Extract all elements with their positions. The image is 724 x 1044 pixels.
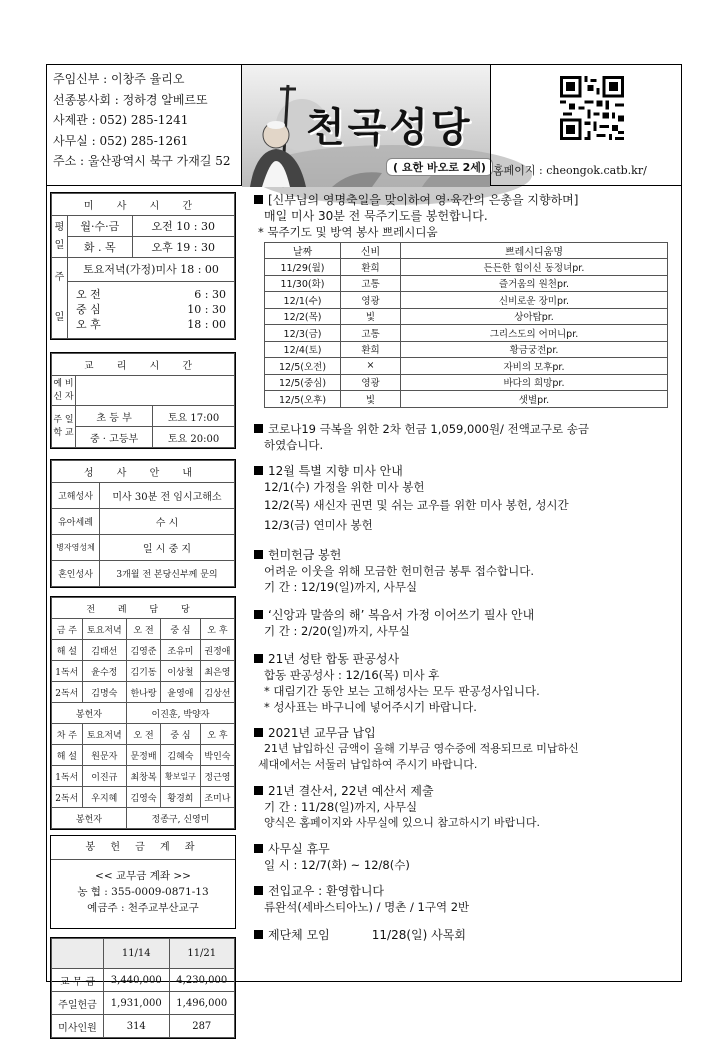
- notice-line: 21년 납입하신 금액이 올해 기부금 영수증에 적용되므로 미납하신: [264, 741, 579, 755]
- table-row: 12/3(금) 고통 그리스도의 어머니pr.: [265, 325, 668, 342]
- bullet-square-icon: [254, 930, 263, 939]
- notice-line: 류완석(세바스티아노) / 명촌 / 1구역 2반: [264, 899, 470, 914]
- duty-col-header: 차 주: [52, 724, 83, 745]
- notice-new-parishioner: [254, 883, 674, 915]
- weekday-label: 평 일: [52, 216, 68, 258]
- sunday-slot: 중 심: [76, 303, 101, 317]
- notice-bible-copy: [254, 607, 674, 639]
- homepage-url[interactable]: 홈페이지 : cheongok.catb.kr/: [493, 164, 647, 177]
- table-row: 봉헌자 정종구, 신영미: [52, 808, 235, 829]
- notice-detail: 11/28(일) 사목회: [371, 927, 466, 942]
- school-time: 토요 20:00: [153, 427, 235, 448]
- notice-title: 전입교우 : 환영합니다: [268, 883, 385, 898]
- bullet-square-icon: [254, 844, 263, 853]
- notice-title: ‘신앙과 말씀의 해’ 복음서 가정 이어쓰기 필사 안내: [268, 607, 535, 622]
- notice-confession: [254, 651, 674, 715]
- sacrament-name: 고해성사: [52, 483, 100, 509]
- account-holder: 예금주 : 천주교부산교구: [87, 902, 199, 914]
- rosary-col-header: 신비: [341, 243, 401, 259]
- notice-line: * 대림기간 동안 보는 고해성사는 모두 판공성사입니다.: [264, 683, 540, 698]
- table-row: 12/1(수) 영광 신비로운 장미pr.: [265, 292, 668, 309]
- notice-line: 기 간 : 11/28(일)까지, 사무실: [264, 799, 418, 814]
- sacrament-name: 혼인성사: [52, 561, 100, 587]
- sunday-school-label: 주 일 학 교: [52, 406, 76, 448]
- notice-december-mass: [254, 463, 674, 535]
- table-row: 미사인원 314 287: [52, 1015, 235, 1038]
- notice-covid: [254, 421, 674, 453]
- table-row: 2독서 우지혜 김영숙 황경희 조미나: [52, 787, 235, 808]
- notice-dues: [254, 725, 674, 773]
- sacrament-value: 일 시 중 지: [100, 535, 235, 561]
- sunday-slot: 오 전: [76, 288, 101, 302]
- sacrament-heading: 성 사 안 내: [52, 461, 235, 483]
- notice-line: 12/3(금) 연미사 봉헌: [264, 517, 373, 532]
- bullet-square-icon: [254, 424, 263, 433]
- school-group: 초 등 부: [76, 406, 153, 427]
- address-line: 주소 : 울산광역시 북구 가재길 52: [53, 154, 231, 168]
- table-row: 11/30(화) 고통 즐거움의 원천pr.: [265, 275, 668, 292]
- table-row: 교 무 금 3,440,000 4,230,000: [52, 969, 235, 992]
- table-row: 1독서 윤수정 김기동 이상철 최은영: [52, 661, 235, 682]
- sunday-slot: 오 후: [76, 318, 101, 332]
- duty-col-header: 토요저녁: [82, 619, 126, 640]
- rosary-table: [264, 242, 668, 408]
- bullet-square-icon: [254, 466, 263, 475]
- office-phone: 사무실 : 052) 285-1261: [53, 133, 189, 148]
- notice-line: * 묵주기도 및 방역 봉사 쁘레시디움: [258, 225, 438, 239]
- account-number: 농 협 : 355-0009-0871-13: [77, 886, 209, 898]
- duty-col-header: 금 주: [52, 619, 83, 640]
- offering-date: 11/14: [104, 939, 170, 969]
- notice-title: 헌미헌금 봉헌: [268, 547, 342, 562]
- bullet-square-icon: [254, 786, 263, 795]
- notice-line: 12/1(수) 가정을 위한 미사 봉헌: [264, 479, 425, 494]
- notice-line: 매일 미사 30분 전 묵주기도를 봉헌합니다.: [264, 209, 488, 223]
- patron-saint: ( 요한 바오로 2세): [386, 158, 493, 176]
- notice-line: 세대에서는 서둘러 납입하여 주시기 바랍니다.: [258, 757, 478, 771]
- bullet-square-icon: [254, 654, 263, 663]
- sacrament-value: 3개월 전 본당신부께 문의: [100, 561, 235, 587]
- bullet-square-icon: [254, 195, 263, 204]
- sunday-label: 주 일: [52, 258, 68, 339]
- notice-line: 합동 판공성사 : 12/16(목) 미사 후: [264, 667, 440, 682]
- qr-code-icon: [560, 76, 624, 140]
- sacrament-value: 수 시: [100, 509, 235, 535]
- notice-rice-offering: [254, 547, 674, 595]
- notice-line: 어려운 이웃을 위해 모금한 헌미헌금 봉투 접수합니다.: [264, 563, 534, 578]
- weekday-time: 오후 19 : 30: [132, 237, 234, 258]
- offering-table-box: [50, 937, 236, 1039]
- mass-times-heading: 미 사 시 간: [52, 194, 235, 216]
- mass-times-box: [50, 192, 236, 340]
- notice-title: 사무실 휴무: [268, 841, 330, 856]
- notice-title: 12월 특별 지향 미사 안내: [268, 463, 403, 478]
- duty-col-header: 오 전: [126, 724, 160, 745]
- bullet-square-icon: [254, 550, 263, 559]
- table-row: 주일헌금 1,931,000 1,496,000: [52, 992, 235, 1015]
- table-row: 11/29(월) 환희 든든한 힘이신 동정녀pr.: [265, 259, 668, 276]
- bullet-square-icon: [254, 610, 263, 619]
- funeral-line: 선종봉사회 : 정하경 알베르또: [53, 92, 208, 107]
- notice-title: [신부님의 영명축일을 맞이하여 영·육간의 은총을 지향하며]: [268, 193, 579, 207]
- table-row: 해 설 원문자 문정배 김혜숙 박인숙: [52, 745, 235, 766]
- notice-line: 하였습니다.: [264, 437, 324, 452]
- catechism-box: [50, 352, 236, 449]
- table-row: 12/5(중심) 영광 바다의 희망pr.: [265, 374, 668, 391]
- notice-title: 2021년 교무금 납입: [268, 725, 376, 740]
- notice-line: * 성사표는 바구니에 넣어주시기 바랍니다.: [264, 699, 477, 714]
- notice-title: 21년 성탄 합동 판공성사: [268, 651, 400, 666]
- notice-line: 양식은 홈페이지와 사무실에 있으니 참고하시기 바랍니다.: [264, 815, 541, 829]
- parish-info: [46, 64, 242, 186]
- saturday-eve-mass: 토요저녁(가정)미사 18 : 00: [68, 258, 235, 282]
- table-row: 1독서 이진규 최창복 황보일구 정근영: [52, 766, 235, 787]
- sacrament-value: 미사 30분 전 임시고해소: [100, 483, 235, 509]
- account-heading: 봉 헌 금 계 좌: [51, 836, 235, 860]
- sunday-time: 6 : 30: [194, 288, 226, 302]
- school-group: 중 · 고등부: [76, 427, 153, 448]
- notice-title: 제단체 모임: [268, 927, 330, 942]
- rectory-phone: 사제관 : 052) 285-1241: [53, 113, 189, 127]
- sacrament-name: 유아세례: [52, 509, 100, 535]
- table-row: 12/5(오전) × 자비의 모후pr.: [265, 358, 668, 375]
- pastor-line: 주임신부 : 이창주 율리오: [53, 72, 185, 86]
- duty-col-header: 중 심: [161, 724, 201, 745]
- table-row: 해 설 김태선 김영준 조유미 권정애: [52, 640, 235, 661]
- notice-line: 일 시 : 12/7(화) ~ 12/8(수): [264, 857, 410, 872]
- notice-line: 12/2(목) 새신자 권면 및 쉬는 교우를 위한 미사 봉헌, 성시간: [264, 497, 569, 512]
- sunday-time: 10 : 30: [187, 303, 226, 317]
- table-row: 봉헌자 이진훈, 박양자: [52, 703, 235, 724]
- school-time: 토요 17:00: [153, 406, 235, 427]
- duty-heading: 전 례 담 당: [52, 598, 235, 619]
- duty-col-header: 중 심: [161, 619, 201, 640]
- sacrament-box: [50, 459, 236, 588]
- pre-catechumen-label: 예 비 신 자: [52, 376, 76, 406]
- parish-title: 천곡성당: [306, 105, 473, 151]
- sunday-time: 18 : 00: [187, 318, 226, 332]
- sacrament-name: 병자영성체: [52, 535, 100, 561]
- duty-col-header: 오 후: [200, 619, 234, 640]
- notice-title: 코로나19 극복을 위한 2차 헌금 1,059,000원/ 전액교구로 송금: [268, 421, 590, 436]
- offering-account-box: [50, 835, 236, 929]
- weekday-days: 월·수·금: [68, 216, 133, 237]
- rosary-col-header: 날짜: [265, 243, 341, 259]
- notice-title: 21년 결산서, 22년 예산서 제출: [268, 783, 434, 798]
- offering-date: 11/21: [169, 939, 235, 969]
- duty-col-header: 오 후: [200, 724, 234, 745]
- duty-col-header: 토요저녁: [82, 724, 126, 745]
- rosary-col-header: 쁘레시디움명: [401, 243, 668, 259]
- table-row: 2독서 김명숙 한나랑 윤영애 김상선: [52, 682, 235, 703]
- table-row: 12/4(토) 환희 황금궁전pr.: [265, 341, 668, 358]
- table-row: 12/5(오후) 빛 샛별pr.: [265, 391, 668, 408]
- weekday-days: 화 . 목: [68, 237, 133, 258]
- catechism-heading: 교 리 시 간: [52, 354, 235, 376]
- notice-budget: [254, 783, 674, 831]
- liturgy-duty-box: [50, 596, 236, 830]
- notice-office-closed: [254, 841, 674, 873]
- bullet-square-icon: [254, 728, 263, 737]
- notice-feast: [254, 192, 674, 408]
- duty-col-header: 오 전: [126, 619, 160, 640]
- account-label: << 교무금 계좌 >>: [95, 870, 191, 882]
- notices-column: [254, 192, 674, 943]
- table-row: 12/2(목) 빛 상아탑pr.: [265, 308, 668, 325]
- bullet-square-icon: [254, 886, 263, 895]
- weekday-time: 오전 10 : 30: [132, 216, 234, 237]
- notice-line: 기 간 : 2/20(일)까지, 사무실: [264, 623, 410, 638]
- left-column: [50, 192, 236, 1044]
- notice-meetings: [254, 927, 674, 943]
- notice-line: 기 간 : 12/19(일)까지, 사무실: [264, 579, 418, 594]
